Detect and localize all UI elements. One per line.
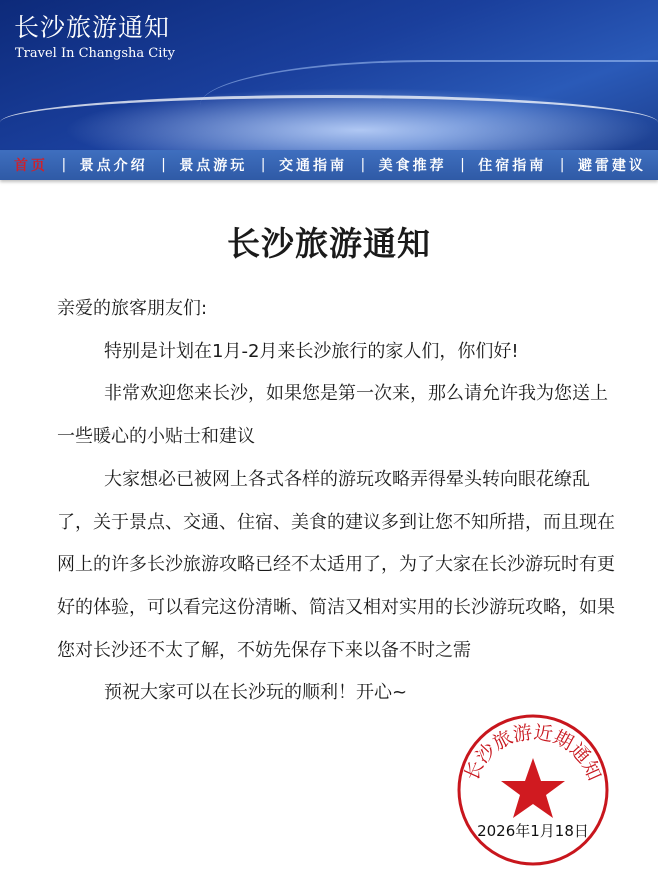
nav-separator: | <box>61 157 67 173</box>
nav-separator: | <box>161 157 166 173</box>
banner-decoration <box>0 95 658 150</box>
star-icon <box>501 758 565 818</box>
paragraph: 预祝大家可以在长沙玩的顺利！开心~ <box>104 682 408 704</box>
nav-item-sightseeing[interactable]: 景点游玩 <box>179 158 248 174</box>
nav-item-transport[interactable]: 交通指南 <box>278 158 347 174</box>
paragraph: 非常欢迎您来长沙，如果您是第一次来，那么请允许我为您送上一些暖心的小贴士和建议 <box>57 383 608 448</box>
nav-item-attractions[interactable]: 景点介绍 <box>79 158 148 174</box>
nav-item-lodging[interactable]: 住宿指南 <box>478 158 547 174</box>
nav-item-home[interactable]: 首页 <box>14 158 48 174</box>
site-subtitle: Travel In Changsha City <box>15 46 175 61</box>
paragraph: 大家想必已被网上各式各样的游玩攻略弄得晕头转向眼花缭乱了，关于景点、交通、住宿、美食的建议多到让您不知所措，而且现在网上的许多长沙旅游攻略已经不太适用了，为了大家在长沙游玩时有更好的体验，可以看完这份清晰、简洁又相对实用的长沙游玩攻略，如果您对长沙还不太了解，不妨先保存下来以备不时之需 <box>57 468 615 661</box>
document-title: 长沙旅游通知 <box>227 224 431 263</box>
paragraph: 特别是计划在1月-2月来长沙旅行的家人们，你们好! <box>104 340 519 362</box>
document-body <box>57 288 617 715</box>
nav-separator: | <box>559 157 565 173</box>
stamp-date: 2026年1月18日 <box>477 822 589 840</box>
stamp-text: 长沙旅游近期通知 <box>460 721 606 784</box>
nav-item-food[interactable]: 美食推荐 <box>378 158 447 174</box>
nav-separator: | <box>260 157 266 173</box>
nav-separator: | <box>460 157 465 173</box>
nav-separator: | <box>360 157 366 173</box>
nav-item-tips[interactable]: 避雷建议 <box>577 158 646 174</box>
official-stamp <box>455 712 611 868</box>
greeting: 亲爱的旅客朋友们: <box>57 298 208 319</box>
header-banner <box>0 0 658 150</box>
site-title: 长沙旅游通知 <box>14 13 171 42</box>
nav-bar <box>0 150 658 180</box>
